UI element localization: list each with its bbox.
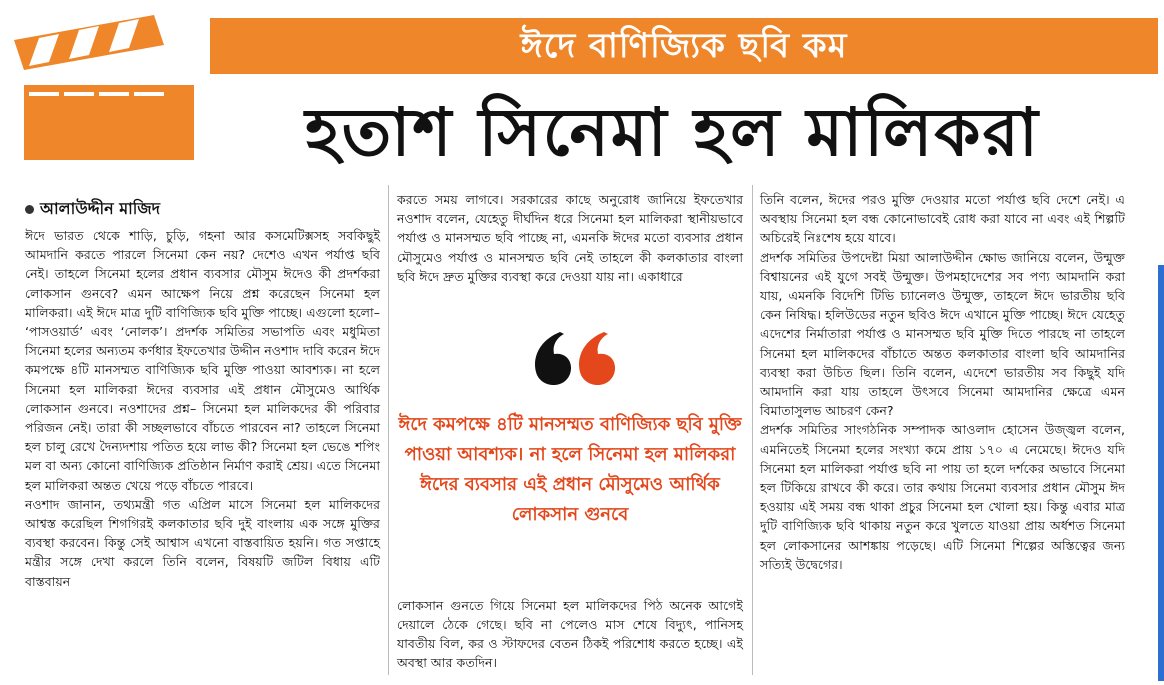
byline-author: আলাউদ্দীন মাজিদ xyxy=(40,199,161,218)
bullet-icon xyxy=(25,205,34,214)
column-divider xyxy=(388,185,389,675)
col3-paragraph-2: প্রদর্শক সমিতির উপদেষ্টা মিয়া আলাউদ্দীন ক্ষোভ জানিয়ে বলেন, উন্মুক্ত বিশ্বায়নের এই যুগে সবই উন্মুক্ত। উপমহাদেশের সব পণ্য আমদানি করা যায়, এমনকি বিদেশি টিভি চ্যানেলও উন্মুক্ত, তাহলে ঈদে ভারতীয় ছবি কেন নিষিদ্ধ। হলিউডের নতুন ছবিও ঈদে এখানে মুক্তি পাচ্ছে। ঈদে যেহেতু এদেশের নির্মাতারা পর্যাপ্ত ও মানসম্মত ছবি মুক্তি দিতে পারছে না তাহলে সিনেমা হল মালিকদের বাঁচাতে অন্তত কলকাতার বাংলা ছবি আমদানির ব্যবস্থা করা উচিত ছিল। তিনি বলেন, এদেশে ভারতীয় সব কিছুই যদি আমদানি করা যায় তাহলে উৎসবে সিনেমা আমদানির ক্ষেত্রে এমন বিমাতাসুলভ আচরণ কেন? xyxy=(760,249,1125,419)
kicker-title: ঈদে বাণিজ্যিক ছবি কম xyxy=(520,26,848,66)
column-2 xyxy=(397,190,743,286)
byline xyxy=(25,196,160,223)
col3-paragraph-1: তিনি বলেন, ঈদের পরও মুক্তি দেওয়ার মতো পর্যাপ্ত ছবি দেশে নেই। এ অবস্থায় সিনেমা হল বন্ধ কোনোভাবেই রোধ করা যাবে না এবং এই শিল্পটি অচিরেই নিঃশেষ হয়ে যাবে। xyxy=(760,192,1125,246)
column-2-bottom xyxy=(397,583,743,685)
pull-quote: ঈদে কমপক্ষে ৪টি মানসম্মত বাণিজ্যিক ছবি মুক্তি পাওয়া আবশ্যক। না হলে সিনেমা হল মালিকরা ঈদের ব্যবসার এই প্রধান মৌসুমেও আর্থিক লোকসান গুনবে xyxy=(398,414,742,525)
page-edge-bar xyxy=(1158,265,1164,681)
quote-mark-icon xyxy=(530,322,620,392)
col1-paragraph-1: ঈদে ভারত থেকে শাড়ি, চুড়ি, গহনা আর কসমেটিক্সসহ সবকিছুই আমদানি করতে পারলে সিনেমা কেন নয়? দেশেও এখন পর্যাপ্ত ছবি নেই। তাহলে সিনেমা হলের প্রধান ব্যবসার মৌসুম ঈদেও কী প্রদর্শকরা লোকসান গুনবে? এমন আক্ষেপ নিয়ে প্রশ্ন করেছেন সিনেমা হল মালিকরা। এই ঈদে মাত্র দুটি বাণিজ্যিক ছবি মুক্তি পাচ্ছে। এগুলো হলো– ‘পাসওয়ার্ড’ এবং ‘নোলক’। প্রদর্শক সমিতির সভাপতি এবং মধুমিতা সিনেমা হলের অন্যতম কর্ণধার ইফতেখার উদ্দীন নওশাদ দাবি করেন ঈদে কমপক্ষে ৪টি মানসম্মত বাণিজ্যিক ছবি মুক্তি পাওয়া আবশ্যক। না হলে সিনেমা হল মালিকরা ঈদের ব্যবসার এই প্রধান মৌসুমেও আর্থিক লোকসান গুনবে। নওশাদের প্রশ্ন– সিনেমা হল মালিকদের কী পরিবার পরিজন নেই। তারা কী সচ্ছলভাবে বাঁচতে পারবেন না? তাহলে সিনেমা হল চালু রেখে দৈন্যদশায় পতিত হয়ে লাভ কী? সিনেমা হল ভেঙে শপিং মল বা অন্য কোনো বাণিজ্যিক প্রতিষ্ঠান নির্মাণ করাই শ্রেয়। এতে সিনেমা হল মালিকরা অন্তত খেয়ে পড়ে বাঁচতে পারবে। xyxy=(25,228,380,493)
column-divider xyxy=(752,185,753,675)
col2-paragraph-2: লোকসান গুনতে গিয়ে সিনেমা হল মালিকদের পিঠ অনেক আগেই দেয়ালে ঠেকে গেছে। ছবি না পেলেও মাস শেষে বিদ্যুৎ, পানিসহ যাবতীয় বিল, কর ও স্টাফদের বেতন ঠিকই পরিশোধ করতে হচ্ছে। এই অবস্থা আর কতদিন। xyxy=(397,597,743,671)
column-1 xyxy=(25,226,380,591)
column-3 xyxy=(760,190,1125,574)
clapperboard-icon xyxy=(4,10,204,160)
col2-paragraph-1: করতে সময় লাগবে। সরকারের কাছে অনুরোধ জানিয়ে ইফতেখার নওশাদ বলেন, যেহেতু দীর্ঘদিন ধরে সিনেমা হল মালিকরা স্থানীয়ভাবে পর্যাপ্ত ও মানসম্মত ছবি পাচ্ছে না, এমনকি ঈদের মতো ব্যবসার প্রধান মৌসুমেও পর্যাপ্ত ও মানসম্মত ছবি নেই তাহলে কী কলকাতার বাংলা ছবি ঈদে দ্রুত মুক্তির ব্যবস্থা করে দেওয়া যায় না। একাধারে xyxy=(397,192,743,284)
headline: হতাশ সিনেমা হল মালিকরা xyxy=(305,94,1040,171)
col3-paragraph-3: প্রদর্শক সমিতির সাংগঠনিক সম্পাদক আওলাদ হোসেন উজ্জ্বল বলেন, এমনিতেই সিনেমা হলের সংখ্যা কমে প্রায় ১৭০ এ নেমেছে। ঈদেও যদি সিনেমা হল মালিকরা পর্যাপ্ত ছবি না পায় তা হলে দর্শকের অভাবে সিনেমা হল টিকিয়ে রাখবে কী করে। তার কথায় সিনেমা ব্যবসার প্রধান মৌসুম ঈদ হওয়ায় এই সময় বন্ধ থাকা প্রচুর সিনেমা হল খোলা হয়। কিন্তু এবার মাত্র দুটি বাণিজ্যিক ছবি থাকায় নতুন করে খুলতে যাওয়া প্রায় অর্ধশত সিনেমা হল লোকসানের আশঙ্কায় পড়েছে। এটি সিনেমা শিল্পের অস্তিত্বের জন্য সত্যিই উদ্বেগের। xyxy=(760,422,1125,572)
col1-paragraph-2: নওশাদ জানান, তথ্যমন্ত্রী গত এপ্রিল মাসে সিনেমা হল মালিকদের আশ্বস্ত করেছিল শিগগিরই কলকাতার ছবি দুই বাংলায় এক সঙ্গে মুক্তির ব্যবস্থা করবেন। কিন্তু সেই আশ্বাস এখনো বাস্তবায়িত হয়নি। গত সপ্তাহে মন্ত্রীর সঙ্গে দেখা করলে তিনি বলেন, বিষয়টি জটিল বিধায় এটি বাস্তবায়ন xyxy=(25,496,380,589)
